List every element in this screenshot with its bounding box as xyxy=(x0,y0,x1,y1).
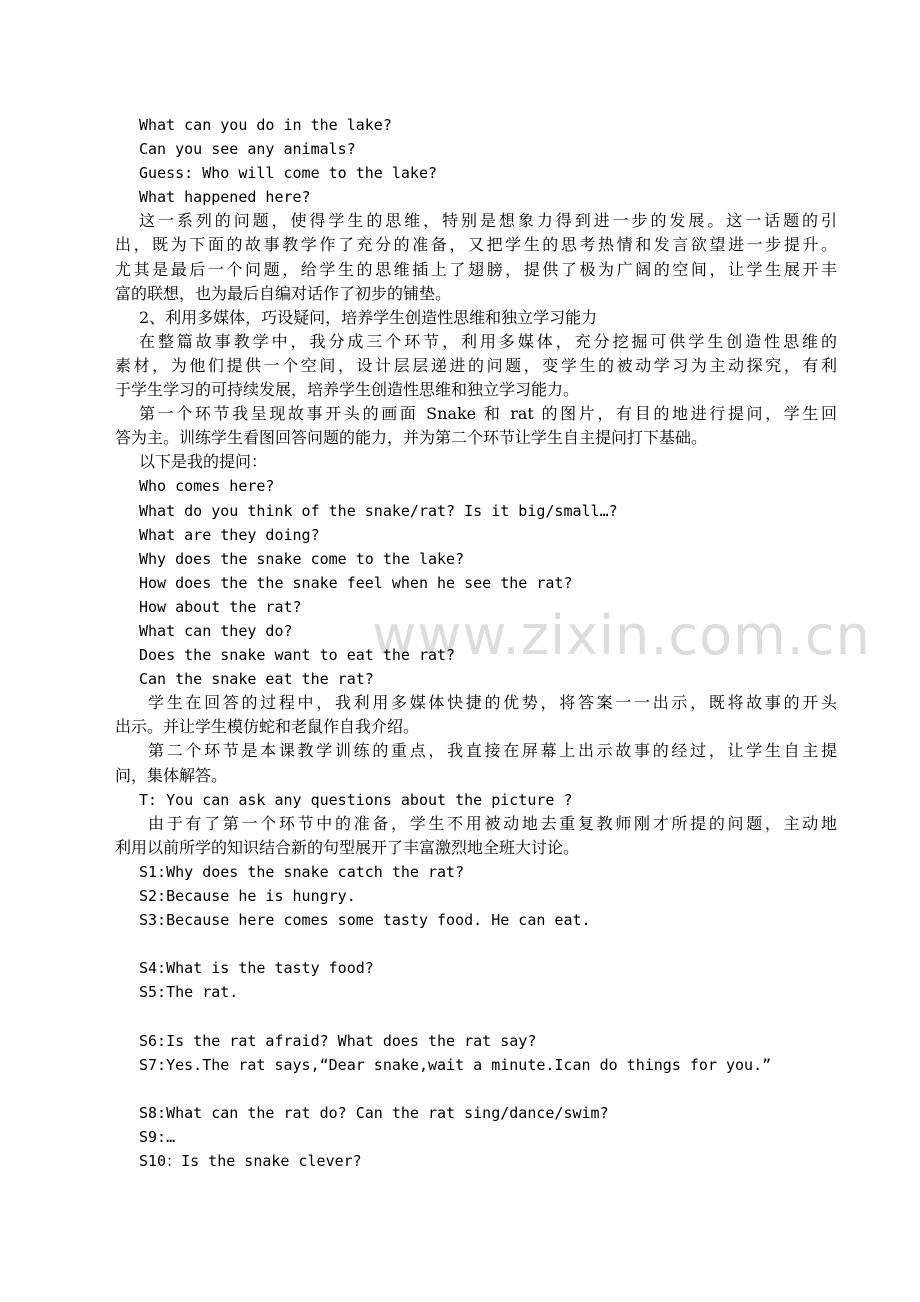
paragraph-line: 富的联想，也为最后自编对话作了初步的铺垫。 xyxy=(115,283,452,303)
paragraph-line: 由于有了第一个环节中的准备，学生不用被动地去重复教师刚才所提的问题，主动地 xyxy=(148,813,837,833)
question-line: Does the snake want to eat the rat? xyxy=(139,646,456,665)
dialogue-line: S10：Is the snake clever? xyxy=(139,1152,362,1171)
paragraph-line: 尤其是最后一个问题，给学生的思维插上了翅膀，提供了极为广阔的空间，让学生展开丰 xyxy=(115,259,837,279)
paragraph-line: 这一系列的问题，使得学生的思维，特别是想象力得到进一步的发展。这一话题的引 xyxy=(139,211,837,231)
paragraph-line: 出，既为下面的故事教学作了充分的准备，又把学生的思考热情和发言欲望进一步提升。 xyxy=(115,235,837,255)
paragraph-line: 利用以前所学的知识结合新的句型展开了丰富激烈地全班大讨论。 xyxy=(115,837,580,857)
question-line: Guess: Who will come to the lake? xyxy=(139,164,438,183)
question-line: What happened here? xyxy=(139,188,311,207)
question-line: Why does the snake come to the lake? xyxy=(139,549,465,568)
paragraph-line: 以下是我的提问： xyxy=(139,452,268,472)
paragraph-line: 在整篇故事教学中，我分成三个环节，利用多媒体，充分挖掘可供学生创造性思维的 xyxy=(139,331,837,351)
question-line: What are they doing? xyxy=(139,525,320,544)
dialogue-line: S8:What can the rat do? Can the rat sing/dance/swim? xyxy=(139,1103,609,1122)
dialogue-line: S4:What is the tasty food? xyxy=(139,959,374,978)
question-line: How does the the snake feel when he see the rat? xyxy=(139,573,573,592)
dialogue-line: S6:Is the rat afraid? What does the rat say? xyxy=(139,1031,537,1050)
question-line: What do you think of the snake/rat? Is it big/small…? xyxy=(139,501,618,520)
paragraph-line: 问，集体解答。 xyxy=(115,765,228,785)
question-line: Can you see any animals? xyxy=(139,140,356,159)
dialogue-line: T: You can ask any questions about the picture ? xyxy=(139,790,573,809)
dialogue-line: S5:The rat. xyxy=(139,983,239,1002)
question-line: Can the snake eat the rat? xyxy=(139,670,374,689)
paragraph-line: 第一个环节我呈现故事开头的画面 Snake 和 rat 的图片，有目的地进行提问，学生回 xyxy=(139,404,837,424)
dialogue-line: S9:… xyxy=(139,1127,176,1146)
dialogue-line: S1:Why does the snake catch the rat? xyxy=(139,862,465,881)
question-line: How about the rat? xyxy=(139,597,302,616)
section-heading: 2、利用多媒体，巧设疑问，培养学生创造性思维和独立学习能力 xyxy=(139,307,598,327)
blank-line xyxy=(115,1077,837,1101)
watermark: www.zixin.com.cn xyxy=(372,604,871,667)
paragraph-line: 素材，为他们提供一个空间，设计层层递进的问题，变学生的被动学习为主动探究，有利 xyxy=(115,355,837,375)
question-line: Who comes here? xyxy=(139,477,275,496)
blank-line xyxy=(115,932,837,956)
dialogue-line: S7:Yes.The rat says,“Dear snake,wait a minute.Ican do things for you.” xyxy=(139,1055,772,1074)
dialogue-line: S3:Because here comes some tasty food. He can eat. xyxy=(139,911,591,930)
paragraph-line: 学生在回答的过程中，我利用多媒体快捷的优势，将答案一一出示，既将故事的开头 xyxy=(148,693,837,713)
blank-line xyxy=(115,1004,837,1028)
paragraph-line: 出示。并让学生模仿蛇和老鼠作自我介绍。 xyxy=(115,717,420,737)
question-line: What can you do in the lake? xyxy=(139,116,392,134)
question-line: What can they do? xyxy=(139,621,293,640)
document-body xyxy=(115,113,837,1173)
paragraph-line: 于学生学习的可持续发展，培养学生创造性思维和独立学习能力。 xyxy=(115,380,580,400)
paragraph-line: 第二个环节是本课教学训练的重点，我直接在屏幕上出示故事的经过，让学生自主提 xyxy=(148,741,837,761)
paragraph-line: 答为主。训练学生看图回答问题的能力，并为第二个环节让学生自主提问打下基础。 xyxy=(115,428,708,448)
dialogue-line: S2:Because he is hungry. xyxy=(139,887,356,905)
